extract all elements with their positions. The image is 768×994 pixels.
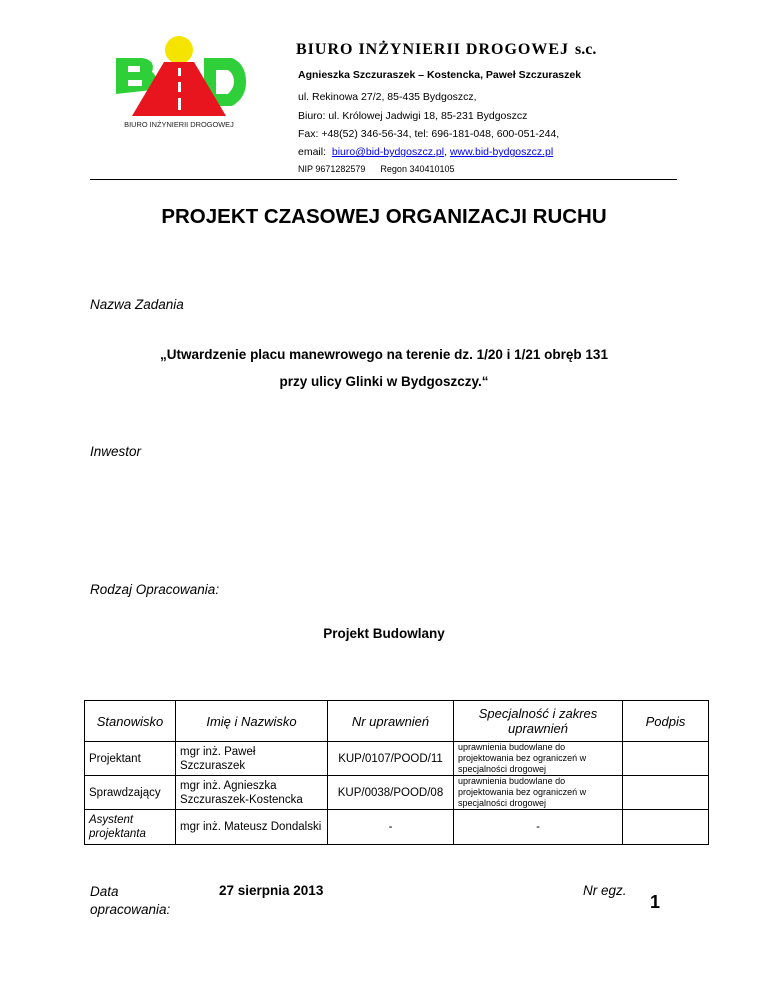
company-contact: Fax: +48(52) 346-56-34, tel: 696-181-048, 600-051-244, [298, 128, 560, 140]
specialty-cell: - [454, 810, 623, 845]
copy-label: Nr egz. [583, 883, 627, 898]
company-logo [108, 36, 250, 132]
table-row [85, 776, 709, 810]
table-row [85, 810, 709, 845]
company-owners: Agnieszka Szczuraszek – Kostencka, Paweł Szczuraszek [298, 69, 582, 81]
header-name: Imię i Nazwisko [176, 701, 328, 742]
company-ids: NIP 9671282579 Regon 340410105 [298, 164, 455, 174]
signature-cell [623, 742, 709, 776]
specialty-cell: uprawnienia budowlane do projektowania bez ograniczeń w specjalności drogowej [454, 776, 623, 810]
company-web: email: biuro@bid-bydgoszcz.pl, www.bid-bydgoszcz.pl [298, 146, 554, 158]
table-header-row [85, 701, 709, 742]
license-cell: KUP/0107/POOD/11 [328, 742, 454, 776]
header-position: Stanowisko [85, 701, 176, 742]
name-cell: mgr inż. Agnieszka Szczuraszek-Kostencka [176, 776, 328, 810]
task-name-line-2: przy ulicy Glinki w Bydgoszczy.“ [279, 374, 489, 389]
date-label: Data opracowania: [90, 884, 171, 917]
license-cell: KUP/0038/POOD/08 [328, 776, 454, 810]
task-label: Nazwa Zadania [90, 297, 184, 312]
name-cell: mgr inż. Mateusz Dondalski [176, 810, 328, 845]
header-divider [90, 179, 677, 180]
name-cell: mgr inż. Paweł Szczuraszek [176, 742, 328, 776]
company-address: ul. Rekinowa 27/2, 85-435 Bydgoszcz, [298, 91, 477, 103]
date-value: 27 sierpnia 2013 [219, 883, 324, 898]
specialty-cell: uprawnienia budowlane do projektowania bez ograniczeń w specjalności drogowej [454, 742, 623, 776]
signature-cell [623, 776, 709, 810]
document-title: PROJEKT CZASOWEJ ORGANIZACJI RUCHU [161, 205, 607, 228]
position-cell: Asystent projektanta [85, 810, 176, 845]
investor-label: Inwestor [90, 444, 142, 459]
logo-caption: BIURO INŻYNIERII DROGOWEJ [124, 120, 234, 129]
header-specialty: Specjalność i zakres uprawnień [454, 701, 623, 742]
company-name: BIURO INŻYNIERII DROGOWEJ s.c. [296, 41, 597, 58]
study-type-value: Projekt Budowlany [323, 626, 445, 641]
position-cell: Sprawdzający [85, 776, 176, 810]
task-name-line-1: „Utwardzenie placu manewrowego na terenie dz. 1/20 i 1/21 obręb 131 [160, 347, 608, 362]
header-signature: Podpis [623, 701, 709, 742]
signature-cell [623, 810, 709, 845]
position-cell: Projektant [85, 742, 176, 776]
staff-table [84, 700, 709, 845]
license-cell: - [328, 810, 454, 845]
copy-number: 1 [650, 892, 661, 912]
header-license-no: Nr uprawnień [328, 701, 454, 742]
website-link[interactable]: www.bid-bydgoszcz.pl [449, 146, 554, 158]
company-office: Biuro: ul. Królowej Jadwigi 18, 85-231 Bydgoszcz [298, 110, 528, 122]
email-link[interactable]: biuro@bid-bydgoszcz.pl [331, 146, 445, 158]
table-row [85, 742, 709, 776]
study-type-label: Rodzaj Opracowania: [90, 582, 220, 597]
